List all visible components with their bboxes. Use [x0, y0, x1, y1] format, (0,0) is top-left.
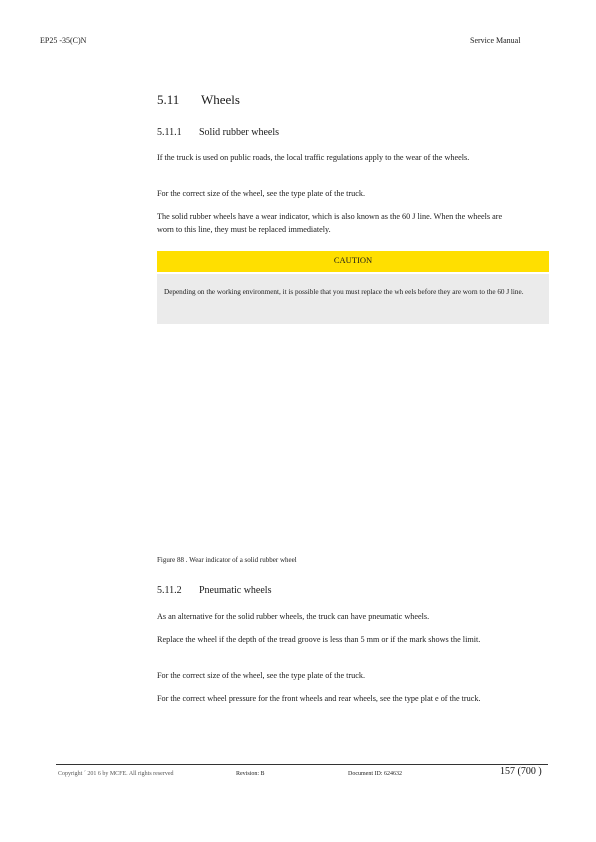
- paragraph: For the correct size of the wheel, see the type plate of the truck.: [157, 189, 366, 198]
- section-number: 5.11: [157, 92, 180, 107]
- header-model: EP25 -35(C)N: [40, 36, 87, 45]
- paragraph: For the correct wheel pressure for the front wheels and rear wheels, see the type plat e of the truck.: [157, 694, 481, 703]
- paragraph: If the truck is used on public roads, the local traffic regulations apply to the wear of the wheels.: [157, 153, 470, 162]
- footer-document-id: Document ID: 624632: [348, 771, 402, 777]
- subsection-title: Solid rubber wheels: [199, 127, 279, 138]
- footer-copyright: Copyright ´ 201 6 by MCFE. All rights reserved: [58, 771, 174, 777]
- caution-text: Depending on the working environment, it is possible that you must replace the wh eels before they are worn to the 60 J line.: [164, 288, 524, 296]
- header-title: Service Manual: [470, 36, 521, 45]
- subsection-number: 5.11.2: [157, 585, 182, 596]
- paragraph: The solid rubber wheels have a wear indicator, which is also known as the 60 J line. When the wheels are worn to this line, they must be replaced immediately.: [157, 212, 503, 234]
- figure-caption: Figure 88 . Wear indicator of a solid rubber wheel: [157, 556, 297, 564]
- caution-box: [157, 274, 549, 324]
- footer-revision: Revision: B: [236, 771, 265, 777]
- section-heading: [157, 92, 240, 108]
- page-number: 157 (700 ): [500, 766, 542, 777]
- figure-placeholder: [157, 330, 549, 548]
- paragraph: Replace the wheel if the depth of the tread groove is less than 5 mm or if the mark shows the limit.: [157, 635, 481, 644]
- footer-rule: [56, 764, 548, 765]
- subsection-heading-solid: [157, 127, 279, 138]
- paragraph: As an alternative for the solid rubber wheels, the truck can have pneumatic wheels.: [157, 612, 430, 621]
- caution-label: CAUTION: [157, 251, 549, 272]
- paragraph: For the correct size of the wheel, see the type plate of the truck.: [157, 671, 366, 680]
- subsection-title: Pneumatic wheels: [199, 585, 272, 596]
- section-title: Wheels: [201, 92, 240, 107]
- subsection-heading-pneumatic: [157, 585, 271, 596]
- subsection-number: 5.11.1: [157, 127, 182, 138]
